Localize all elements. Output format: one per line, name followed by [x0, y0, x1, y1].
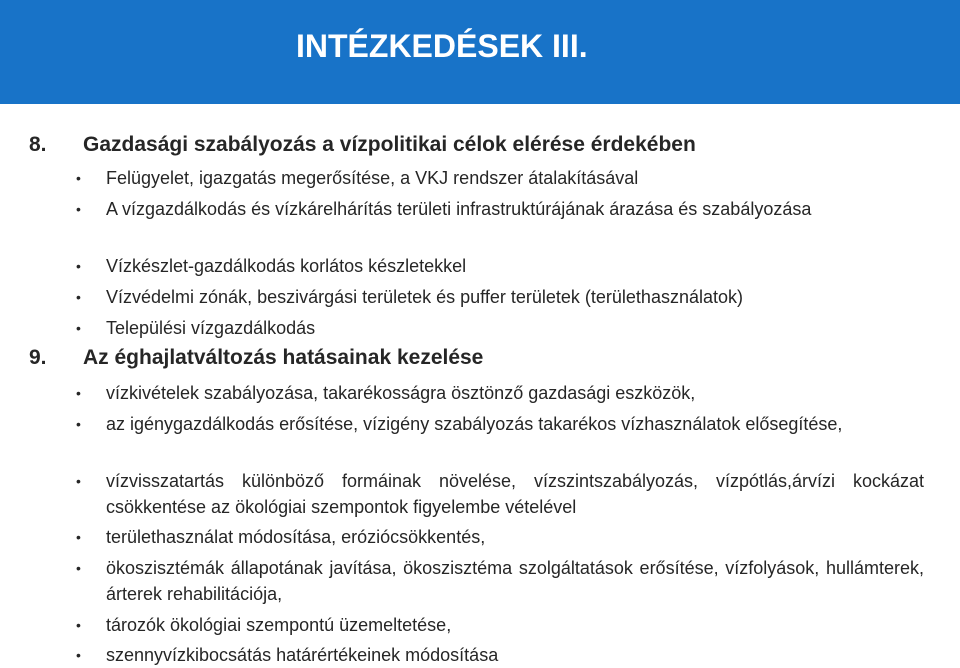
list-item-text: szennyvízkibocsátás határértékeinek módosítása: [106, 645, 499, 665]
list-item: [76, 555, 924, 607]
list-item-text: tározók ökológiai szempontú üzemeltetése,: [106, 615, 452, 635]
bullet-icon: •: [76, 529, 81, 545]
list-item-text: A vízgazdálkodás és vízkárelhárítás területi infrastruktúrájának árazása és szabályozása: [106, 199, 812, 219]
list-item: [76, 196, 924, 222]
list-item: [76, 642, 924, 668]
bullet-icon: •: [76, 560, 81, 576]
list-item: [76, 612, 924, 638]
bullet-icon: •: [76, 170, 81, 186]
list-item: [76, 468, 924, 520]
list-item: [76, 284, 924, 310]
bullet-icon: •: [76, 647, 81, 663]
list-item-text: ökoszisztémák állapotának javítása, ökoszisztéma szolgáltatások erősítése, vízfolyások, hullámterek, árterek rehabilitációja,: [106, 558, 924, 604]
bullet-icon: •: [76, 416, 81, 432]
bullet-icon: •: [76, 320, 81, 336]
list-item: [76, 411, 924, 437]
list-item-text: vízkivételek szabályozása, takarékosságra ösztönző gazdasági eszközök,: [106, 383, 696, 403]
bullet-icon: •: [76, 201, 81, 217]
list-item-text: Települési vízgazdálkodás: [106, 318, 316, 338]
bullet-icon: •: [76, 617, 81, 633]
list-item: [76, 380, 924, 406]
section-heading: [29, 133, 929, 161]
bullet-icon: •: [76, 258, 81, 274]
list-item: [76, 315, 924, 341]
list-item: [76, 253, 924, 279]
list-item-text: területhasználat módosítása, eróziócsökkentés,: [106, 527, 486, 547]
section-title: Az éghajlatváltozás hatásainak kezelése: [83, 346, 484, 369]
bullet-icon: •: [76, 289, 81, 305]
list-item: [76, 524, 924, 550]
list-item-text: Felügyelet, igazgatás megerősítése, a VKJ rendszer átalakításával: [106, 168, 639, 188]
section-heading: [29, 346, 929, 374]
list-item-text: Vízvédelmi zónák, beszivárgási területek és puffer területek (területhasználatok): [106, 287, 743, 307]
list-item-text: vízvisszatartás különböző formáinak növelése, vízszintszabályozás, vízpótlás,árvízi kockázat csökkentése az ökológiai szempontok figyelembe vételével: [106, 471, 924, 517]
list-item-text: Vízkészlet-gazdálkodás korlátos készletekkel: [106, 256, 467, 276]
section-title: Gazdasági szabályozás a vízpolitikai célok elérése érdekében: [83, 133, 696, 156]
slide-title: INTÉZKEDÉSEK III.: [296, 28, 588, 64]
bullet-icon: •: [76, 385, 81, 401]
title-bar: [0, 0, 960, 105]
list-item: [76, 165, 924, 191]
list-item-text: az igénygazdálkodás erősítése, vízigény szabályozás takarékos vízhasználatok elősegítése,: [106, 414, 843, 434]
section-number: 8.: [29, 133, 47, 156]
section-number: 9.: [29, 346, 47, 369]
bullet-icon: •: [76, 473, 81, 489]
